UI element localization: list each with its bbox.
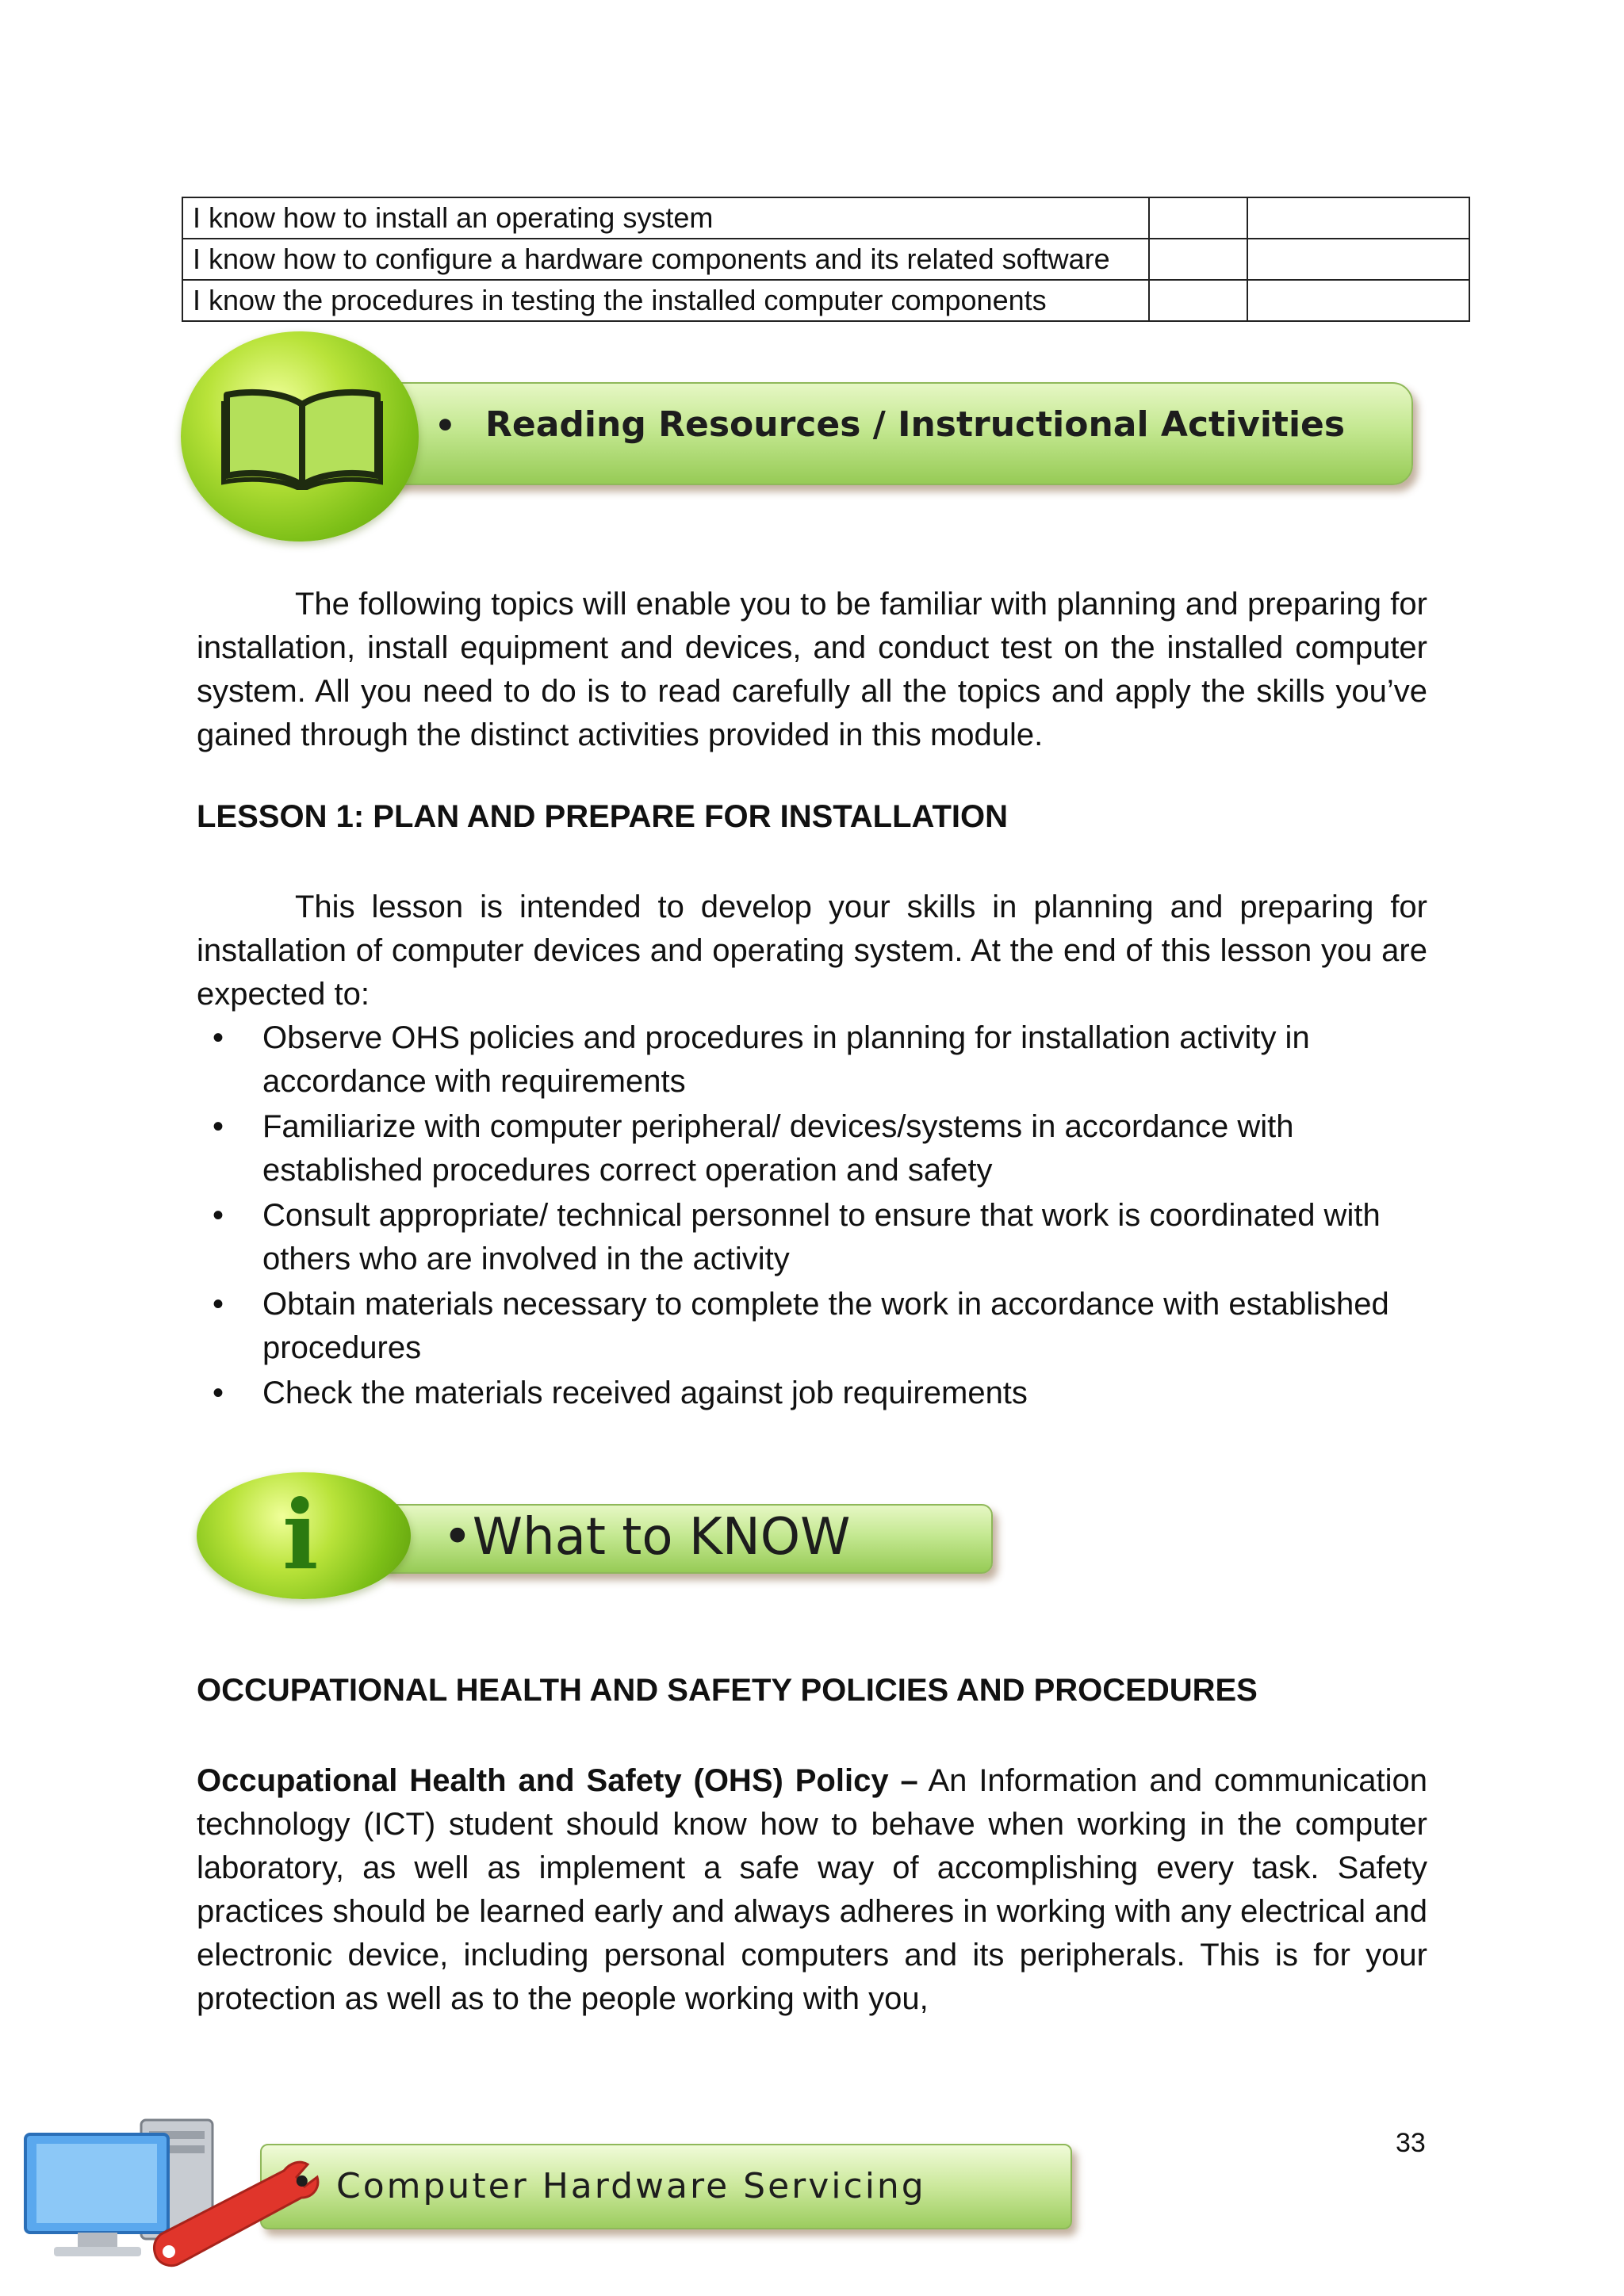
computer-repair-icon <box>22 2115 324 2274</box>
reading-resources-banner <box>181 331 1426 545</box>
footer-course-label: Computer Hardware Servicing <box>336 2166 926 2206</box>
list-item <box>197 1016 1434 1104</box>
page-number: 33 <box>1396 2128 1426 2158</box>
bullet-icon: • <box>213 1109 224 1144</box>
objective-text: Familiarize with computer peripheral/ devices/systems in accordance with established procedures correct operation and safety <box>262 1109 1294 1188</box>
objective-text: Consult appropriate/ technical personnel to ensure that work is coordinated with others who are involved in the activity <box>262 1198 1381 1276</box>
what-to-know-banner <box>197 1469 1013 1604</box>
checklist-cell-no <box>1247 280 1469 321</box>
policy-term: Occupational Health and Safety (OHS) Policy – <box>197 1763 918 1798</box>
info-icon: i <box>282 1479 319 1591</box>
checklist-statement: I know the procedures in testing the installed computer components <box>182 280 1149 321</box>
banner-title: Reading Resources / Instructional Activities <box>485 404 1346 445</box>
intro-paragraph: The following topics will enable you to be familiar with planning and preparing for installation, install equipment and devices, and conduct test on the installed computer system. All you need to do is to read carefully all the topics and apply the skills you’ve gained through the distinct activities provided in this module. <box>197 587 1427 752</box>
banner-title: •What to KNOW <box>442 1508 851 1567</box>
ohs-paragraph <box>197 1759 1427 2021</box>
checklist-statement: I know how to configure a hardware components and its related software <box>182 239 1149 280</box>
bullet-icon: • <box>213 1198 224 1233</box>
self-assessment-checklist <box>182 197 1470 322</box>
policy-text: An Information and communication technology (ICT) student should know how to behave when working in the computer laboratory, as well as implement a safe way of accomplishing every task. Safety practices should be learned early and always adheres in working with any electrical and electronic device, including personal computers and its peripherals. This is for your protection as well as to the people working with you, <box>197 1763 1428 2016</box>
bullet-icon: • <box>213 1287 224 1322</box>
checklist-cell-yes <box>1149 280 1247 321</box>
footer-banner <box>22 2115 1077 2274</box>
objective-text: Observe OHS policies and procedures in planning for installation activity in accordance with requirements <box>262 1020 1310 1099</box>
checklist-cell-yes <box>1149 239 1247 280</box>
bullet-icon: • <box>213 1020 224 1055</box>
footer-bullet: • <box>292 2164 312 2201</box>
banner-bullet: • <box>435 406 456 445</box>
objective-text: Obtain materials necessary to complete the work in accordance with established procedures <box>262 1287 1389 1365</box>
list-item <box>197 1105 1434 1192</box>
table-row <box>182 280 1469 321</box>
list-item <box>197 1283 1434 1370</box>
lesson-heading: LESSON 1: PLAN AND PREPARE FOR INSTALLATION <box>197 799 1008 834</box>
table-row <box>182 239 1469 280</box>
checklist-cell-no <box>1247 197 1469 239</box>
checklist-cell-yes <box>1149 197 1247 239</box>
checklist-statement: I know how to install an operating system <box>182 197 1149 239</box>
objectives-list <box>197 1016 1434 1417</box>
book-icon <box>219 387 385 490</box>
bullet-icon: • <box>213 1376 224 1410</box>
list-item <box>197 1194 1434 1281</box>
checklist-cell-no <box>1247 239 1469 280</box>
objective-text: Check the materials received against job requirements <box>262 1376 1028 1410</box>
table-row <box>182 197 1469 239</box>
list-item <box>197 1372 1434 1415</box>
ohs-heading: OCCUPATIONAL HEALTH AND SAFETY POLICIES AND PROCEDURES <box>197 1673 1258 1708</box>
lesson-intro: This lesson is intended to develop your skills in planning and preparing for installation of computer devices and operating system. At the end of this lesson you are expected to: <box>197 890 1427 1012</box>
